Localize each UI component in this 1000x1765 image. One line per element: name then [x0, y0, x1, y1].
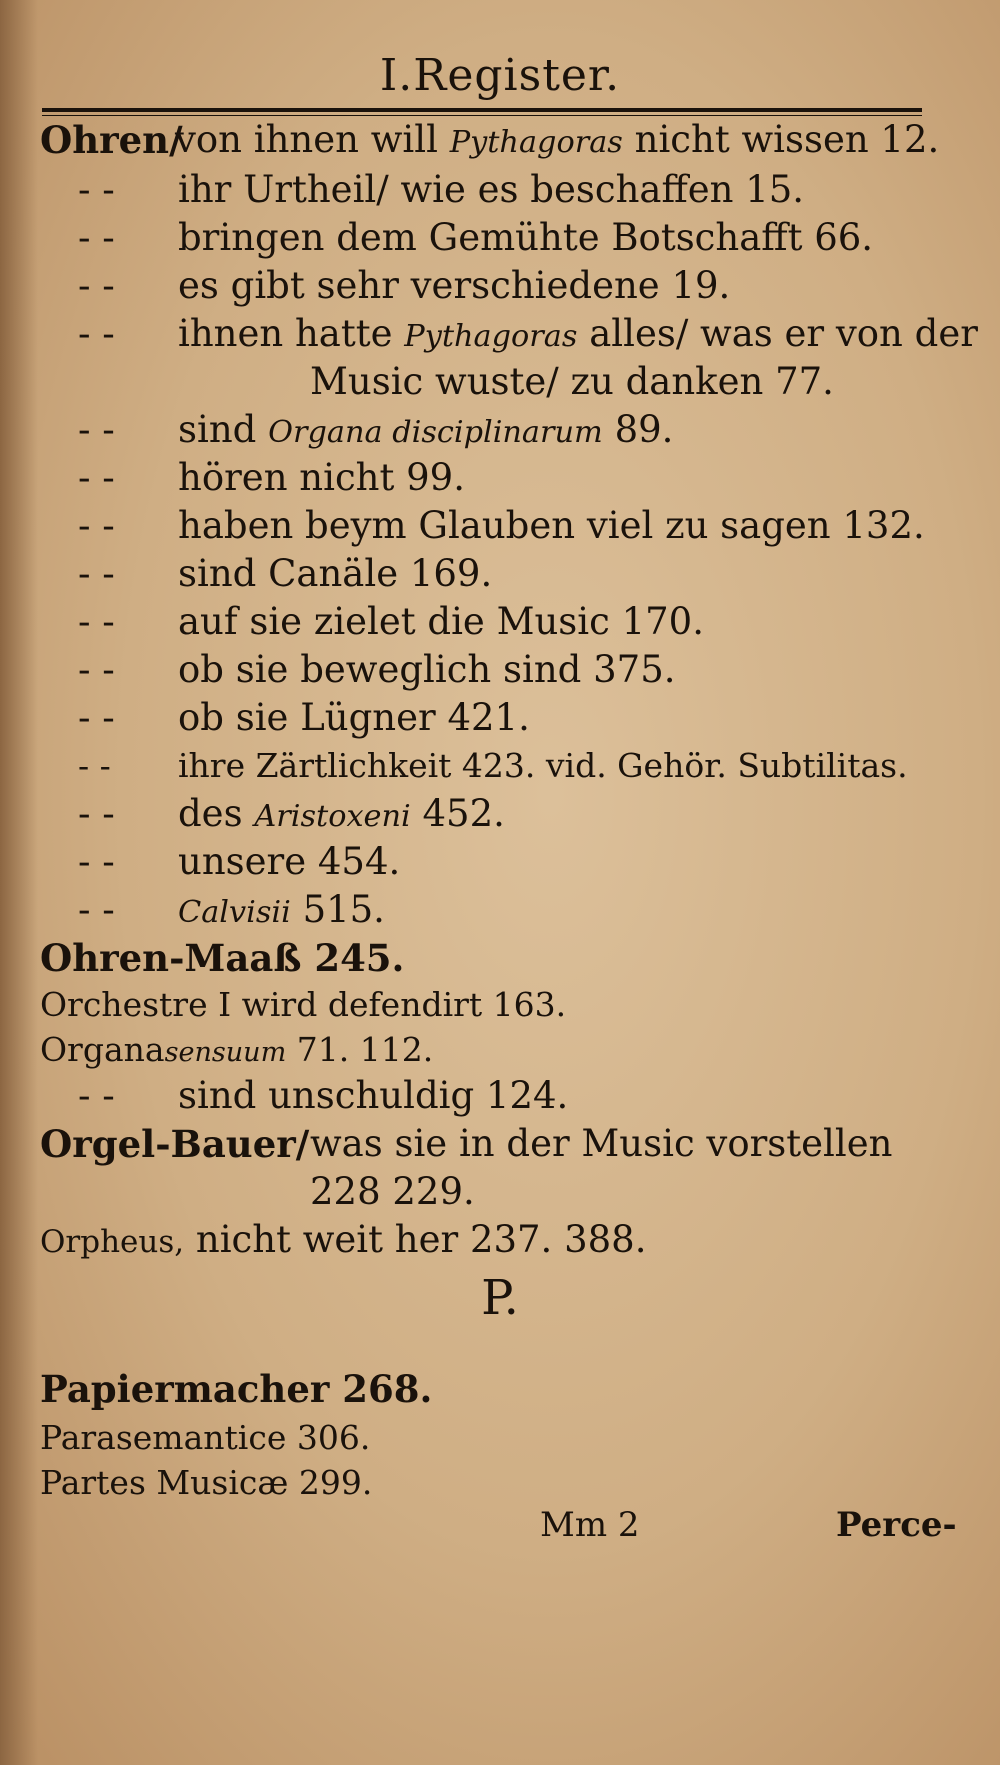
- dash-marker: - -: [78, 888, 115, 931]
- register-entries-p: [40, 1363, 940, 1505]
- section-letter: P.: [481, 1270, 519, 1326]
- dash-marker: - -: [78, 216, 115, 259]
- index-entry: [40, 114, 940, 166]
- entry-text: des Aristoxeni 452.: [178, 792, 505, 835]
- index-entry: [40, 1216, 940, 1264]
- entry-headword: Parasemantice 306.: [40, 1418, 371, 1457]
- index-entry: [40, 838, 940, 886]
- index-entry: [40, 1027, 940, 1072]
- dash-marker: - -: [78, 746, 111, 785]
- index-entry: [40, 694, 940, 742]
- entry-headword: Ohren/: [40, 118, 183, 162]
- entry-text: ihnen hatte Pythagoras alles/ was er von der: [178, 312, 978, 355]
- entry-text: von ihnen will Pythagoras nicht wissen 12.: [175, 118, 940, 161]
- dash-marker: - -: [78, 264, 115, 307]
- entry-headword: Ohren-Maaß 245.: [40, 936, 405, 980]
- entry-text: haben beym Glauben viel zu sagen 132.: [178, 504, 925, 547]
- entry-text: sind Canäle 169.: [178, 552, 493, 595]
- index-entry: [40, 1072, 940, 1120]
- dash-marker: - -: [78, 456, 115, 499]
- entry-text: es gibt sehr verschiedene 19.: [178, 264, 731, 307]
- index-entry: [40, 166, 940, 214]
- dash-marker: - -: [78, 408, 115, 451]
- index-entry: [40, 214, 940, 262]
- entry-text: ob sie beweglich sind 375.: [178, 648, 676, 691]
- entry-text: Music wuste/ zu danken 77.: [310, 360, 834, 403]
- dash-marker: - -: [78, 696, 115, 739]
- index-entry: [40, 598, 940, 646]
- index-entry: [40, 1415, 940, 1460]
- entry-text: auf sie zielet die Music 170.: [178, 600, 704, 643]
- index-entry: [40, 1460, 940, 1505]
- index-entry: [40, 550, 940, 598]
- entry-headword: Partes Musicæ 299.: [40, 1463, 373, 1502]
- dash-marker: - -: [78, 648, 115, 691]
- entry-text: unsere 454.: [178, 840, 401, 883]
- entry-text: sind unschuldig 124.: [178, 1074, 569, 1117]
- entry-headword: Orpheus, nicht weit her 237. 388.: [40, 1218, 647, 1261]
- index-entry: [40, 262, 940, 310]
- entry-text: bringen dem Gemühte Botschafft 66.: [178, 216, 874, 259]
- dash-marker: - -: [78, 168, 115, 211]
- dash-marker: - -: [78, 312, 115, 355]
- entry-headword: Organasensuum 71. 112.: [40, 1030, 434, 1069]
- dash-marker: - -: [78, 552, 115, 595]
- index-entry: [40, 646, 940, 694]
- index-entry: [40, 742, 940, 790]
- index-entry: [40, 790, 940, 838]
- dash-marker: - -: [78, 840, 115, 883]
- index-entry: [40, 934, 940, 982]
- entry-text: Calvisii 515.: [178, 888, 385, 931]
- entry-text: hören nicht 99.: [178, 456, 465, 499]
- dash-marker: - -: [78, 1074, 115, 1117]
- entry-headword: Orgel-Bauer/: [40, 1122, 310, 1166]
- index-entry: [40, 454, 940, 502]
- entry-headword: Orchestre I wird defendirt 163.: [40, 985, 567, 1024]
- signature-mark: Mm 2: [540, 1505, 640, 1545]
- running-header: I.Register.: [379, 50, 621, 101]
- index-entry: [40, 886, 940, 934]
- index-entry: [40, 1120, 940, 1168]
- index-entry: [40, 982, 940, 1027]
- dash-marker: - -: [78, 504, 115, 547]
- index-entry: [40, 1363, 940, 1415]
- entry-text: ihr Urtheil/ wie es beschaffen 15.: [178, 168, 805, 211]
- index-entry: [40, 406, 940, 454]
- index-entry: [40, 502, 940, 550]
- entry-text: 228 229.: [310, 1170, 475, 1213]
- register-entries-o: [40, 114, 978, 1264]
- dash-marker: - -: [78, 600, 115, 643]
- dash-marker: - -: [78, 792, 115, 835]
- index-entry-continuation: [40, 1168, 940, 1216]
- entry-text: ihre Zärtlichkeit 423. vid. Gehör. Subtilitas.: [178, 746, 908, 785]
- entry-text: sind Organa disciplinarum 89.: [178, 408, 674, 451]
- entry-headword: Papiermacher 268.: [40, 1367, 433, 1411]
- entry-text: ob sie Lügner 421.: [178, 696, 530, 739]
- index-entry: [40, 310, 978, 358]
- index-entry-continuation: [40, 358, 940, 406]
- page-edge-shadow: [0, 0, 38, 1765]
- catchword: Perce-: [836, 1505, 957, 1545]
- entry-text: was sie in der Music vorstellen: [310, 1122, 893, 1165]
